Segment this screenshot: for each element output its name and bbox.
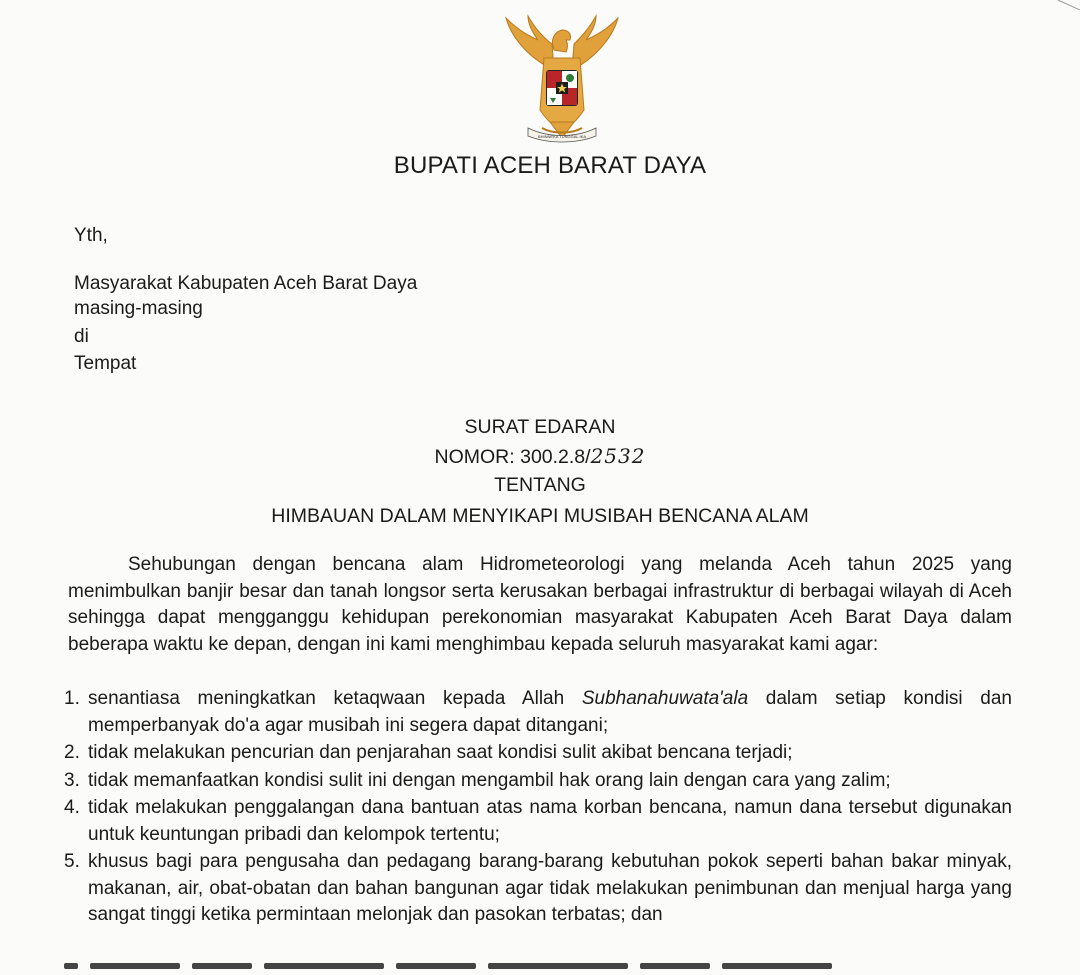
list-item [64,740,1012,767]
list-item-number: 2. [64,742,80,763]
list-item-number: 4. [64,797,80,818]
list-item [64,686,1012,739]
appeal-list [64,686,1012,930]
list-item [64,768,1012,795]
document-subject: HIMBAUAN DALAM MENYIKAPI MUSIBAH BENCANA ALAM [271,505,809,527]
list-item-number: 5. [64,851,80,872]
document-type: SURAT EDARAN [464,416,616,438]
intro-text: Sehubungan dengan bencana alam Hidrometeorologi yang melanda Aceh tahun 2025 yang menimbulkan banjir besar dan tanah longsor serta kerusakan berbagai infrastruktur di berbagai wilayah di Aceh sehingga dapat mengganggu kehidupan perekonomian masyarakat Kabupaten Aceh Barat Daya dalam beberapa waktu ke depan, dengan ini kami menghimbau kepada seluruh masyarakat kami agar: [68,554,1012,655]
list-item-text: tidak melakukan penggalangan dana bantuan atas nama korban bencana, namun dana tersebut digunakan untuk keuntungan pribadi dan kelompok tertentu; [88,797,1012,845]
recipient-line: Masyarakat Kabupaten Aceh Barat Daya [74,273,418,294]
list-item [64,849,1012,929]
cropped-next-line [64,963,964,975]
list-item [64,795,1012,848]
list-item-emphasis: Subhanahuwata'ala [581,688,749,709]
list-item-text: senantiasa meningkatkan ketaqwaan kepada Allah [88,688,582,709]
page-corner-mark [1050,0,1080,10]
list-item-text: dalam setiap kondisi dan memperbanyak do'a agar musibah ini segera dapat ditangani; [88,688,1012,736]
garuda-pancasila-emblem [492,10,632,150]
issuer-title: BUPATI ACEH BARAT DAYA [393,152,707,179]
document-number [0,444,1080,469]
list-item-text: khusus bagi para pengusaha dan pedagang barang-barang kebutuhan pokok seperti bahan bakar minyak, makanan, air, obat-obatan dan bahan bangunan agar tidak melakukan penimbunan dan menjual harga yang sangat tinggi ketika permintaan melonjak dan pasokan terbatas; dan [88,851,1012,925]
recipient-line: Tempat [74,353,137,374]
emblem-motto-text: BHINNEKA TUNGGAL IKA [537,134,587,139]
document-number-handwritten: 2532 [590,444,646,468]
document-number-prefix: NOMOR: 300.2.8/ [434,446,591,468]
list-item-text: tidak memanfaatkan kondisi sulit ini dengan mengambil hak orang lain dengan cara yang zalim; [88,769,891,791]
list-item-text: tidak melakukan pencurian dan penjarahan saat kondisi sulit akibat bencana terjadi; [88,742,793,763]
list-item-number: 3. [64,769,80,791]
recipient-salutation: Yth, [74,225,108,246]
emblem-head [552,30,570,52]
document-about: TENTANG [494,474,586,496]
emblem-shield [546,70,578,106]
list-item-number: 1. [64,688,80,709]
intro-paragraph [68,552,1012,658]
recipient-line: di [74,326,89,347]
recipient-line: masing-masing [74,298,203,319]
